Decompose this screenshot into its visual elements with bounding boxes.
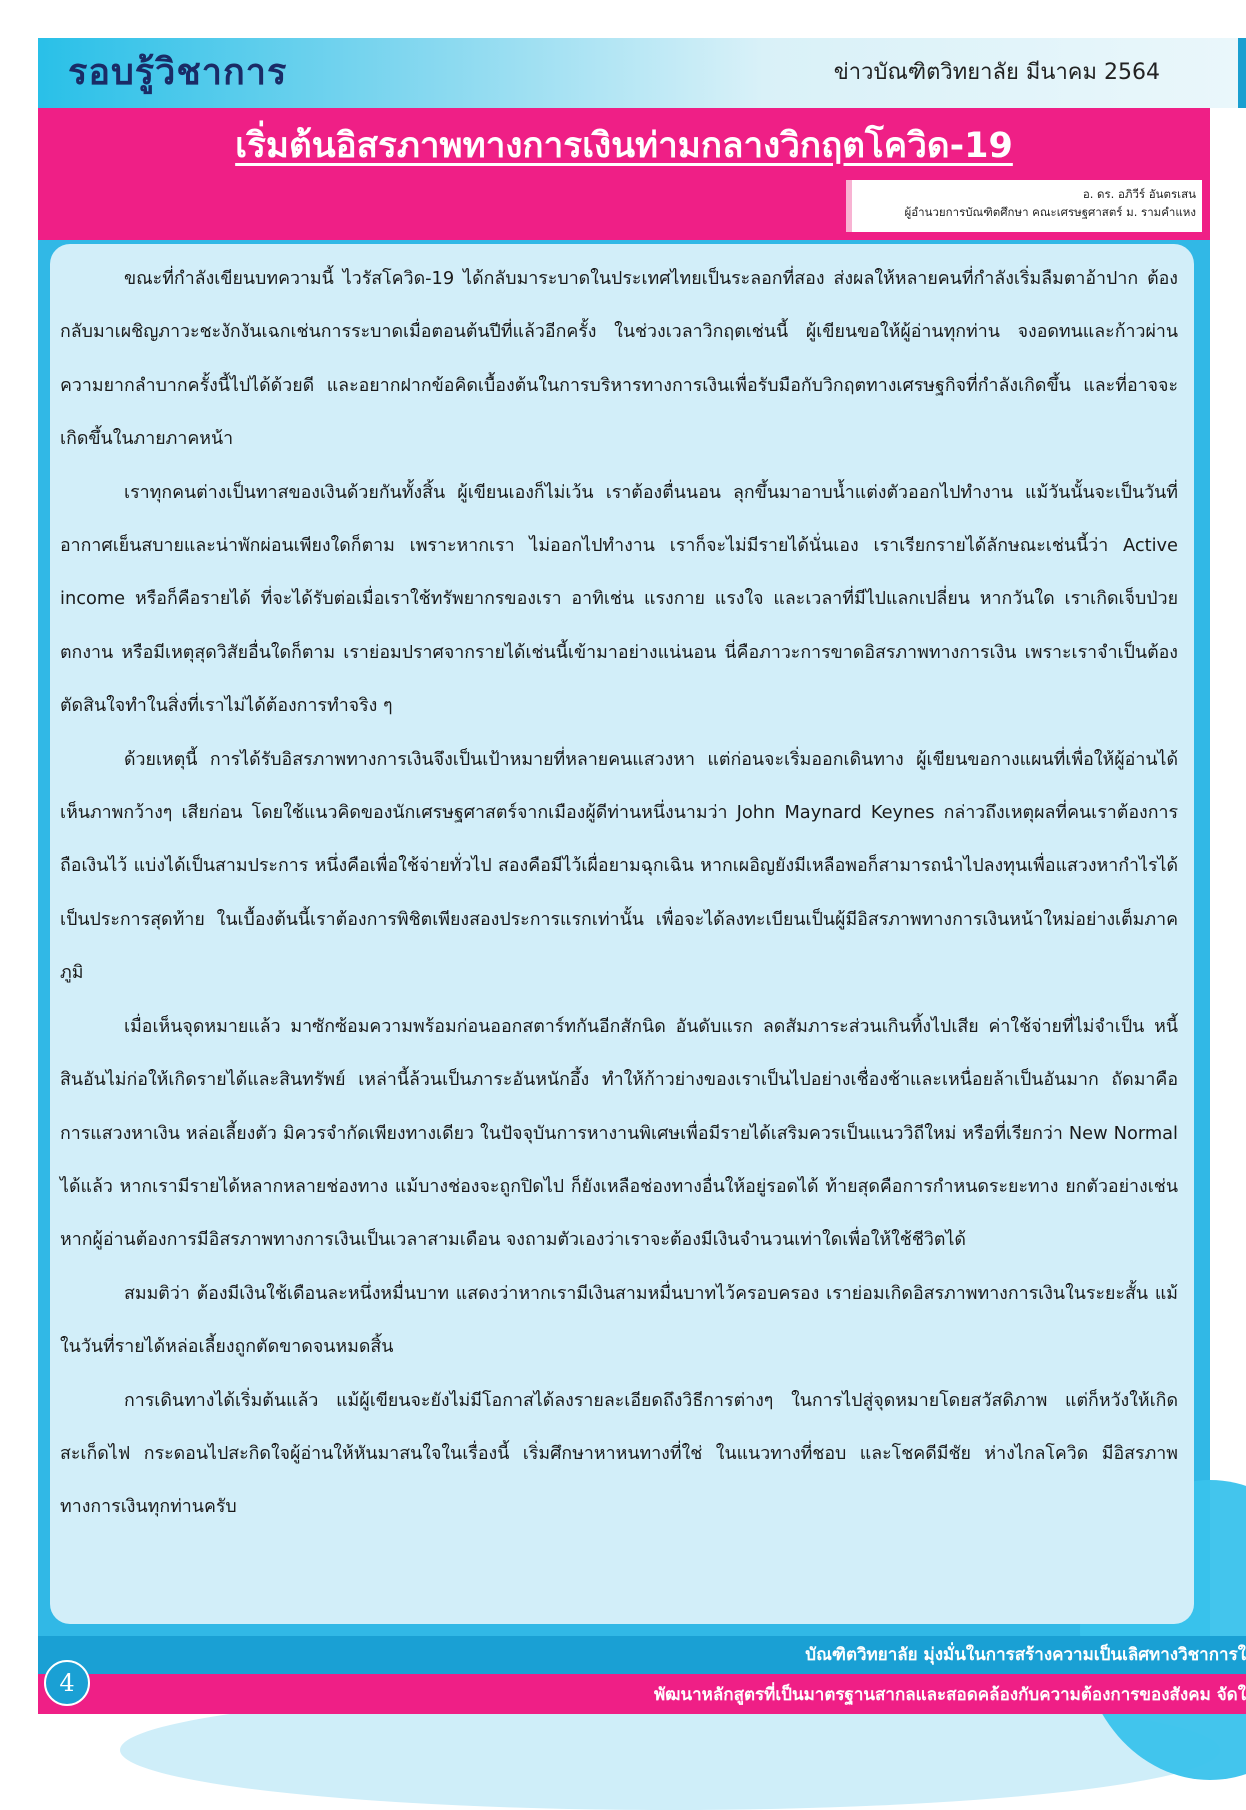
paragraph: ด้วยเหตุนี้ การได้รับอิสรภาพทางการเงินจึงเป็นเป้าหมายที่หลายคนแสวงหา แต่ก่อนจะเริ่มออกเดินทาง ผู้เขียนขอกางแผนที่เพื่อให้ผู้อ่านได้เห็นภาพกว้างๆ เสียก่อน โดยใช้แนวคิดของนักเศรษฐศาสตร์จากเมืองผู้ดีท่านหนึ่งนามว่า John Maynard Keynes กล่าวถึงเหตุผลที่คนเราต้องการถือเงินไว้ แบ่งได้เป็นสามประการ หนึ่งคือเพื่อใช้จ่ายทั่วไป สองคือมีไว้เผื่อยามฉุกเฉิน หากเผอิญยังมีเหลือพอก็สามารถนำไปลงทุนเพื่อแสวงหากำไรได้เป็นประการสุดท้าย ในเบื้องต้นนี้เราต้องการพิชิตเพียงสองประการแรกเท่านั้น เพื่อจะได้ลงทะเบียนเป็นผู้มีอิสรภาพทางการเงินหน้าใหม่อย่างเต็มภาคภูมิ — [60, 748, 1178, 984]
article-body — [60, 252, 1178, 1534]
footer-slogan-2: พัฒนาหลักสูตรที่เป็นมาตรฐานสากลและสอดคล้องกับความต้องการของสังคม จัดใ — [653, 1685, 1246, 1705]
author-name: อ. ดร. อภิวีร์ อันตรเสน — [1082, 187, 1196, 201]
author-box — [846, 180, 1202, 232]
header-edge-decoration — [1238, 38, 1246, 108]
paragraph: สมมติว่า ต้องมีเงินใช้เดือนละหนึ่งหมื่นบาท แสดงว่าหากเรามีเงินสามหมื่นบาทไว้ครอบครอง เราย่อมเกิดอิสรภาพทางการเงินในระยะสั้น แม้ในวันที่รายได้หล่อเลี้ยงถูกตัดขาดจนหมดสิ้น — [60, 1282, 1178, 1358]
author-position: ผู้อำนวยการบัณฑิตศึกษา คณะเศรษฐศาสตร์ ม. รามคำแหง — [904, 205, 1196, 219]
paragraph: เราทุกคนต่างเป็นทาสของเงินด้วยกันทั้งสิ้น ผู้เขียนเองก็ไม่เว้น เราต้องตื่นนอน ลุกขึ้นมาอาบน้ำแต่งตัวออกไปทำงาน แม้วันนั้นจะเป็นวันที่อากาศเย็นสบายและน่าพักผ่อนเพียงใดก็ตาม เพราะหากเรา ไม่ออกไปทำงาน เราก็จะไม่มีรายได้นั่นเอง เราเรียกรายได้ลักษณะเช่นนี้ว่า Active income หรือก็คือรายได้ ที่จะได้รับต่อเมื่อเราใช้ทรัพยากรของเรา อาทิเช่น แรงกาย แรงใจ และเวลาที่มีไปแลกเปลี่ยน หากวันใด เราเกิดเจ็บป่วย ตกงาน หรือมีเหตุสุดวิสัยอื่นใดก็ตาม เราย่อมปราศจากรายได้เช่นนี้เข้ามาอย่างแน่นอน นี่คือภาวะการขาดอิสรภาพทางการเงิน เพราะเราจำเป็นต้องตัดสินใจทำในสิ่งที่เราไม่ได้ต้องการทำจริง ๆ — [60, 481, 1178, 717]
issue-label: ข่าวบัณฑิตวิทยาลัย มีนาคม 2564 — [833, 60, 1160, 85]
page-number-badge: 4 — [44, 1660, 90, 1706]
paragraph: การเดินทางได้เริ่มต้นแล้ว แม้ผู้เขียนจะยังไม่มีโอกาสได้ลงรายละเอียดถึงวิธีการต่างๆ ในการไปสู่จุดหมายโดยสวัสดิภาพ แต่ก็หวังให้เกิดสะเก็ดไฟ กระดอนไปสะกิดใจผู้อ่านให้หันมาสนใจในเรื่องนี้ เริ่มศึกษาหาหนทางที่ใช่ ในแนวทางที่ชอบ และโชคดีมีชัย ห่างไกลโควิด มีอิสรภาพทางการเงินทุกท่านครับ — [60, 1389, 1178, 1518]
paragraph: ขณะที่กำลังเขียนบทความนี้ ไวรัสโควิด-19 ได้กลับมาระบาดในประเทศไทยเป็นระลอกที่สอง ส่งผลให้หลายคนที่กำลังเริ่มลืมตาอ้าปาก ต้องกลับมาเผชิญภาวะชะงักงันเฉกเช่นการระบาดเมื่อตอนต้นปีที่แล้วอีกครั้ง ในช่วงเวลาวิกฤตเช่นนี้ ผู้เขียนขอให้ผู้อ่านทุกท่าน จงอดทนและก้าวผ่านความยากลำบากครั้งนี้ไปได้ด้วยดี และอยากฝากข้อคิดเบื้องต้นในการบริหารทางการเงินเพื่อรับมือกับวิกฤตทางเศรษฐกิจที่กำลังเกิดขึ้น และที่อาจจะเกิดขึ้นในภายภาคหน้า — [60, 268, 1178, 450]
footer-slogan-1: บัณฑิตวิทยาลัย มุ่งมั่นในการสร้างความเป็นเลิศทางวิชาการใ — [805, 1645, 1246, 1665]
section-title: รอบรู้วิชาการ — [68, 52, 288, 93]
article-title: เริ่มต้นอิสรภาพทางการเงินท่ามกลางวิกฤตโควิด-19 — [235, 126, 1013, 166]
paragraph: เมื่อเห็นจุดหมายแล้ว มาซักซ้อมความพร้อมก่อนออกสตาร์ทกันอีกสักนิด อันดับแรก ลดสัมภาระส่วนเกินทิ้งไปเสีย ค่าใช้จ่ายที่ไม่จำเป็น หนี้สินอันไม่ก่อให้เกิดรายได้และสินทรัพย์ เหล่านี้ล้วนเป็นภาระอันหนักอึ้ง ทำให้ก้าวย่างของเราเป็นไปอย่างเชื่องช้าและเหนื่อยล้าเป็นอันมาก ถัดมาคือการแสวงหาเงิน หล่อเลี้ยงตัว มิควรจำกัดเพียงทางเดียว ในปัจจุบันการหางานพิเศษเพื่อมีรายได้เสริมควรเป็นแนววิถีใหม่ หรือที่เรียกว่า New Normal ได้แล้ว หากเรามีรายได้หลากหลายช่องทาง แม้บางช่องจะถูกปิดไป ก็ยังเหลือช่องทางอื่นให้อยู่รอดได้ ท้ายสุดคือการกำหนดระยะทาง ยกตัวอย่างเช่น หากผู้อ่านต้องการมีอิสรภาพทางการเงินเป็นเวลาสามเดือน จงถามตัวเองว่าเราจะต้องมีเงินจำนวนเท่าใดเพื่อให้ใช้ชีวิตได้ — [60, 1015, 1178, 1251]
